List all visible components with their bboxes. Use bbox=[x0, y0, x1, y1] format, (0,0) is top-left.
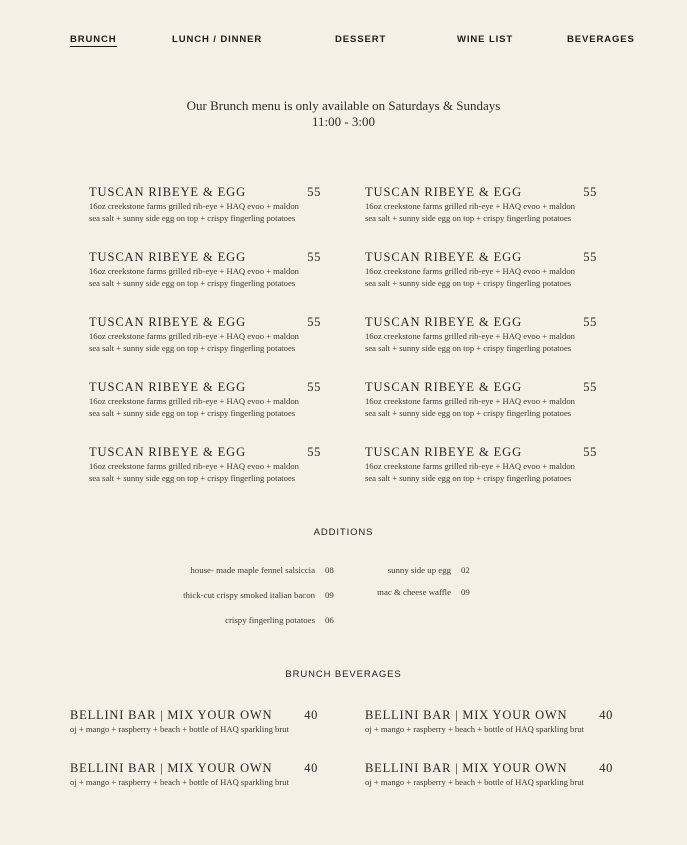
addition-name: thick-cut crispy smoked italian bacon bbox=[183, 590, 315, 600]
menu-item-price: 55 bbox=[583, 185, 597, 199]
menu-item-price: 55 bbox=[307, 250, 321, 264]
menu-item-desc: 16oz creekstone farms grilled rib-eye + HAQ evoo + maldon sea salt + sunny side egg on top + crispy fingerling potatoes bbox=[365, 331, 575, 353]
menu-item-price: 55 bbox=[583, 250, 597, 264]
menu-item bbox=[89, 446, 321, 484]
menu-item-price: 55 bbox=[583, 445, 597, 459]
beverage-item bbox=[70, 709, 318, 735]
notice-line-hours: 11:00 - 3:00 bbox=[311, 114, 376, 129]
menu-item bbox=[365, 381, 597, 419]
menu-nav bbox=[0, 34, 687, 48]
beverage-item bbox=[365, 709, 613, 735]
beverage-desc: oj + mango + raspberry + beach + bottle of HAQ sparkling brut bbox=[70, 724, 289, 734]
beverage-price: 40 bbox=[599, 761, 613, 775]
addition-item bbox=[140, 615, 334, 625]
availability-notice bbox=[0, 98, 687, 130]
menu-item bbox=[365, 316, 597, 354]
menu-item-price: 55 bbox=[307, 445, 321, 459]
menu-item-name: TUSCAN RIBEYE & EGG bbox=[89, 185, 247, 199]
addition-name: mac & cheese waffle bbox=[377, 587, 451, 597]
addition-item bbox=[355, 565, 470, 575]
menu-item-name: TUSCAN RIBEYE & EGG bbox=[365, 380, 523, 394]
menu-item-name: TUSCAN RIBEYE & EGG bbox=[89, 380, 247, 394]
menu-item bbox=[89, 316, 321, 354]
menu-item-price: 55 bbox=[583, 380, 597, 394]
menu-item-desc: 16oz creekstone farms grilled rib-eye + HAQ evoo + maldon sea salt + sunny side egg on top + crispy fingerling potatoes bbox=[89, 201, 299, 223]
beverage-item bbox=[365, 762, 613, 788]
menu-item-name: TUSCAN RIBEYE & EGG bbox=[365, 185, 523, 199]
addition-name: crispy fingerling potatoes bbox=[225, 615, 315, 625]
menu-item-desc: 16oz creekstone farms grilled rib-eye + HAQ evoo + maldon sea salt + sunny side egg on top + crispy fingerling potatoes bbox=[365, 396, 575, 418]
menu-item-price: 55 bbox=[583, 315, 597, 329]
nav-brunch[interactable]: BRUNCH bbox=[70, 34, 117, 45]
addition-price: 02 bbox=[461, 565, 470, 575]
addition-item bbox=[140, 565, 334, 575]
addition-item bbox=[140, 590, 334, 600]
notice-line-days: Our Brunch menu is only available on Saturdays & Sundays bbox=[186, 98, 501, 113]
addition-price: 09 bbox=[461, 587, 470, 597]
menu-item-name: TUSCAN RIBEYE & EGG bbox=[365, 250, 523, 264]
beverage-desc: oj + mango + raspberry + beach + bottle of HAQ sparkling brut bbox=[70, 777, 289, 787]
menu-item bbox=[365, 186, 597, 224]
menu-item-price: 55 bbox=[307, 185, 321, 199]
beverage-name: BELLINI BAR | MIX YOUR OWN bbox=[70, 761, 273, 775]
nav-lunch-dinner[interactable]: LUNCH / DINNER bbox=[172, 34, 263, 45]
beverage-desc: oj + mango + raspberry + beach + bottle of HAQ sparkling brut bbox=[365, 724, 584, 734]
menu-item-desc: 16oz creekstone farms grilled rib-eye + HAQ evoo + maldon sea salt + sunny side egg on top + crispy fingerling potatoes bbox=[89, 331, 299, 353]
beverage-name: BELLINI BAR | MIX YOUR OWN bbox=[70, 708, 273, 722]
menu-item bbox=[89, 381, 321, 419]
menu-item-desc: 16oz creekstone farms grilled rib-eye + HAQ evoo + maldon sea salt + sunny side egg on top + crispy fingerling potatoes bbox=[365, 201, 575, 223]
addition-name: sunny side up egg bbox=[387, 565, 451, 575]
beverages-title: BRUNCH BEVERAGES bbox=[285, 669, 402, 680]
menu-item bbox=[89, 186, 321, 224]
beverage-price: 40 bbox=[599, 708, 613, 722]
menu-item-name: TUSCAN RIBEYE & EGG bbox=[89, 445, 247, 459]
menu-item-price: 55 bbox=[307, 380, 321, 394]
menu-item bbox=[365, 251, 597, 289]
addition-price: 08 bbox=[325, 565, 334, 575]
addition-price: 06 bbox=[325, 615, 334, 625]
beverage-name: BELLINI BAR | MIX YOUR OWN bbox=[365, 708, 568, 722]
nav-beverages[interactable]: BEVERAGES bbox=[567, 34, 635, 45]
menu-item-price: 55 bbox=[307, 315, 321, 329]
additions-title: ADDITIONS bbox=[313, 527, 374, 538]
menu-item bbox=[365, 446, 597, 484]
menu-item-name: TUSCAN RIBEYE & EGG bbox=[365, 315, 523, 329]
menu-item-name: TUSCAN RIBEYE & EGG bbox=[89, 315, 247, 329]
nav-dessert[interactable]: DESSERT bbox=[335, 34, 387, 45]
nav-wine-list[interactable]: WINE LIST bbox=[457, 34, 514, 45]
menu-item bbox=[89, 251, 321, 289]
beverage-item bbox=[70, 762, 318, 788]
menu-item-desc: 16oz creekstone farms grilled rib-eye + HAQ evoo + maldon sea salt + sunny side egg on top + crispy fingerling potatoes bbox=[89, 461, 299, 483]
beverage-name: BELLINI BAR | MIX YOUR OWN bbox=[365, 761, 568, 775]
addition-price: 09 bbox=[325, 590, 334, 600]
menu-item-desc: 16oz creekstone farms grilled rib-eye + HAQ evoo + maldon sea salt + sunny side egg on top + crispy fingerling potatoes bbox=[89, 396, 299, 418]
menu-item-desc: 16oz creekstone farms grilled rib-eye + HAQ evoo + maldon sea salt + sunny side egg on top + crispy fingerling potatoes bbox=[365, 461, 575, 483]
menu-item-name: TUSCAN RIBEYE & EGG bbox=[365, 445, 523, 459]
menu-item-name: TUSCAN RIBEYE & EGG bbox=[89, 250, 247, 264]
addition-name: house- made maple fennel salsiccia bbox=[190, 565, 315, 575]
menu-item-desc: 16oz creekstone farms grilled rib-eye + HAQ evoo + maldon sea salt + sunny side egg on top + crispy fingerling potatoes bbox=[365, 266, 575, 288]
beverage-price: 40 bbox=[304, 761, 318, 775]
beverage-desc: oj + mango + raspberry + beach + bottle of HAQ sparkling brut bbox=[365, 777, 584, 787]
menu-item-desc: 16oz creekstone farms grilled rib-eye + HAQ evoo + maldon sea salt + sunny side egg on top + crispy fingerling potatoes bbox=[89, 266, 299, 288]
beverage-price: 40 bbox=[304, 708, 318, 722]
addition-item bbox=[355, 587, 470, 597]
